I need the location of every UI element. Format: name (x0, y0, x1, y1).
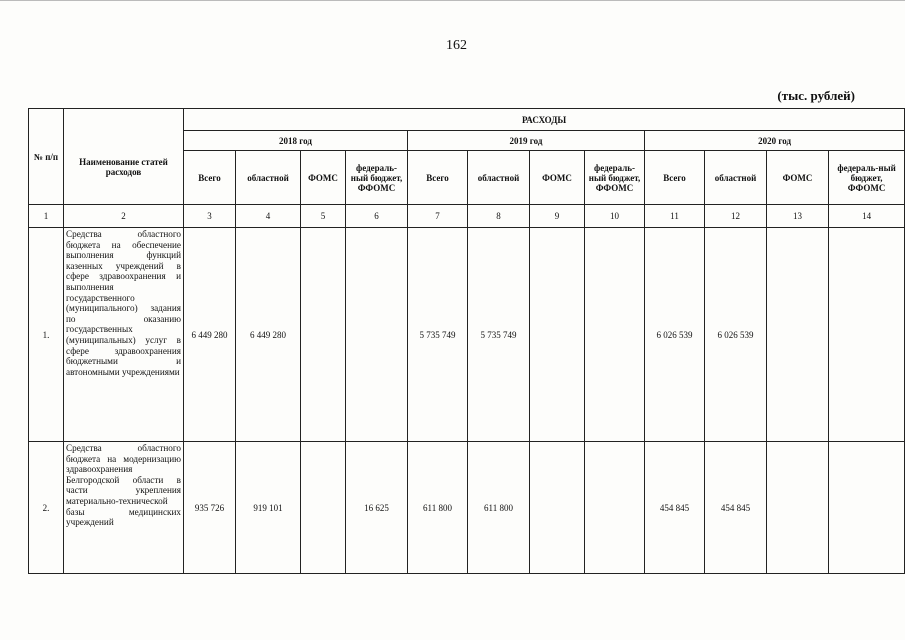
col-number: 10 (585, 205, 645, 228)
header-expenses: РАСХОДЫ (184, 109, 905, 131)
cell-regional-2019: 5 735 749 (468, 228, 530, 442)
cell-federal-2018 (346, 228, 408, 442)
cell-federal-2018: 16 625 (346, 442, 408, 574)
cell-total-2018: 6 449 280 (184, 228, 236, 442)
table-row (29, 442, 905, 574)
table-row (29, 228, 905, 442)
col-number: 5 (301, 205, 346, 228)
row-name: Средства областного бюджета на модернизацию здравоохранения Белгородской области в части укрепления материально-технической базы медицинских учреждений (64, 442, 184, 574)
subcol-total-2018: Всего (184, 151, 236, 205)
col-number: 4 (236, 205, 301, 228)
cell-foms-2020 (767, 442, 829, 574)
header-year-2018: 2018 год (184, 131, 408, 151)
header-year-2020: 2020 год (645, 131, 905, 151)
page-number: 162 (446, 38, 467, 53)
col-number: 6 (346, 205, 408, 228)
column-number-row (29, 205, 905, 228)
col-number: 13 (767, 205, 829, 228)
units-label: (тыс. рублей) (777, 88, 855, 103)
col-number: 8 (468, 205, 530, 228)
cell-regional-2020: 454 845 (705, 442, 767, 574)
col-number: 11 (645, 205, 705, 228)
row-name: Средства областного бюджета на обеспечение выполнения функций казенных учреждений в сфере здравоохранения и выполнения государственного (муниципального) задания по оказанию государственных (муниципальных) услуг в сфере здравоохранения бюджетными и автономными учреждениями (64, 228, 184, 442)
subcol-foms-2019: ФОМС (530, 151, 585, 205)
budget-table (28, 108, 905, 574)
cell-foms-2018 (301, 228, 346, 442)
cell-regional-2019: 611 800 (468, 442, 530, 574)
cell-foms-2019 (530, 228, 585, 442)
col-number: 9 (530, 205, 585, 228)
cell-regional-2018: 919 101 (236, 442, 301, 574)
cell-federal-2020 (829, 228, 905, 442)
col-number: 3 (184, 205, 236, 228)
header-name: Наименование статей расходов (64, 131, 184, 205)
cell-total-2018: 935 726 (184, 442, 236, 574)
cell-regional-2018: 6 449 280 (236, 228, 301, 442)
subcol-total-2020: Всего (645, 151, 705, 205)
cell-regional-2020: 6 026 539 (705, 228, 767, 442)
subcol-regional-2020: областной (705, 151, 767, 205)
scan-edge-line (0, 0, 905, 1)
subcol-total-2019: Всего (408, 151, 468, 205)
col-number: 2 (64, 205, 184, 228)
subcol-foms-2018: ФОМС (301, 151, 346, 205)
cell-foms-2018 (301, 442, 346, 574)
header-row-2 (29, 131, 905, 151)
header-year-2019: 2019 год (408, 131, 645, 151)
col-number: 1 (29, 205, 64, 228)
row-number: 1. (29, 228, 64, 442)
cell-foms-2019 (530, 442, 585, 574)
col-number: 7 (408, 205, 468, 228)
header-row-1 (29, 109, 905, 131)
subcol-federal-2020: федераль-ный бюджет, ФФОМС (829, 151, 905, 205)
cell-foms-2020 (767, 228, 829, 442)
subcol-foms-2020: ФОМС (767, 151, 829, 205)
row-number: 2. (29, 442, 64, 574)
col-number: 14 (829, 205, 905, 228)
subcol-federal-2019: федераль-ный бюджет, ФФОМС (585, 151, 645, 205)
subcol-regional-2018: областной (236, 151, 301, 205)
cell-federal-2020 (829, 442, 905, 574)
cell-total-2020: 454 845 (645, 442, 705, 574)
cell-total-2019: 611 800 (408, 442, 468, 574)
subcol-federal-2018: федераль-ный бюджет, ФФОМС (346, 151, 408, 205)
cell-total-2020: 6 026 539 (645, 228, 705, 442)
subcol-regional-2019: областной (468, 151, 530, 205)
col-number: 12 (705, 205, 767, 228)
cell-federal-2019 (585, 442, 645, 574)
cell-federal-2019 (585, 228, 645, 442)
header-num: № п/п (29, 109, 64, 205)
cell-total-2019: 5 735 749 (408, 228, 468, 442)
